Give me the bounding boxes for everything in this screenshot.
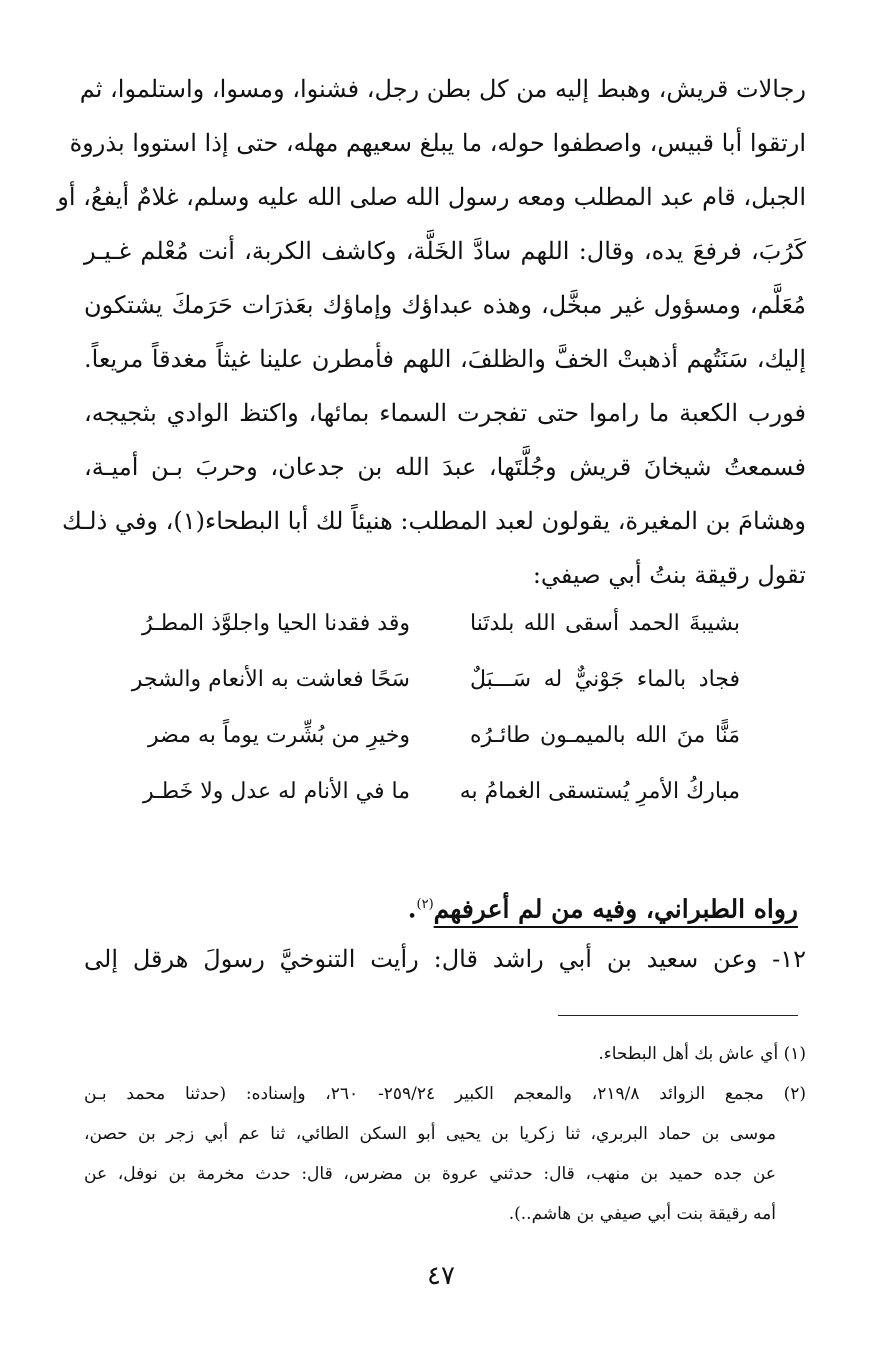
text-line: فورب الكعبة ما راموا حتى تفجرت السماء بمائها، واكتظ الوادي بثجيجه، — [84, 399, 806, 427]
verse-second-hemistich: وقد فقدنا الحيا واجلوَّذ المطـرُ — [142, 611, 410, 636]
poem-verse — [142, 596, 740, 652]
poem-verse — [131, 652, 740, 708]
footnote-2-continuation: عن جده حميد بن منهب، قال: حدثني عروة بن مضرس، قال: حدث مخرمة بن نوفل، عن — [84, 1164, 776, 1184]
poem-verse — [143, 764, 740, 820]
footnote-2-continuation: موسى بن حماد البربري، ثنا زكريا بن يحيى أبو السكن الطائي، ثنا عم أبي زجر بن حصن، — [84, 1124, 776, 1144]
footnote-separator — [558, 1015, 798, 1016]
text-line: وهشامَ بن المغيرة، يقولون لعبد المطلب: هنيئاً لك أبا البطحاء(١)، وفي ذلـك — [62, 507, 806, 535]
source-note-period: . — [407, 894, 417, 924]
verse-first-hemistich: مباركُ الأمرِ يُستسقى الغمامُ به — [459, 779, 740, 804]
footnote-ref: (٢) — [416, 897, 434, 912]
footnote-1: (١) أي عاش بك أهل البطحاء. — [598, 1044, 806, 1064]
hadith-12-opening: ١٢- وعن سعيد بن أبي راشد قال: رأيت التنوخيَّ رسولَ هرقل إلى — [84, 945, 806, 973]
text-line: الجبل، قام عبد المطلب ومعه رسول الله صلى الله عليه وسلم، غلامٌ أيفعُ، أو — [57, 183, 806, 211]
text-line: فسمعتُ شيخانَ قريش وجُلَّتَها، عبدَ الله بن جدعان، وحربَ بـن أميـة، — [84, 453, 806, 481]
verse-first-hemistich: مَنًّا منَ الله بالميمـون طائـرُه — [470, 723, 740, 748]
text-line: تقول رقيقة بنتُ أبي صيفي: — [532, 561, 806, 589]
poem-block — [131, 596, 740, 820]
verse-first-hemistich: بشيبةَ الحمد أسقى الله بلدتَنا — [470, 611, 740, 636]
footnote-2: (٢) مجمع الزوائد ٢١٩/٨، والمعجم الكبير ٢٥٩/٢٤- ٢٦٠، وإسناده: (حدثنا محمد بـن — [84, 1084, 807, 1104]
text-line: إليك، سَنَتُهم أذهبتْ الخفَّ والظلفَ، اللهم فأمطرن علينا غيثاً مغدقاً مريعاً. — [84, 345, 806, 373]
text-line: مُعَلَّم، ومسؤول غير مبخَّل، وهذه عبداؤك وإماؤك بعَذرَات حَرَمكَ يشتكون — [84, 291, 806, 319]
source-note-text: رواه الطبراني، وفيه من لم أعرفهم — [433, 894, 798, 924]
verse-second-hemistich: سَحًا فعاشت به الأنعام والشجر — [131, 667, 410, 692]
verse-second-hemistich: وخيرِ من بُشِّرت يوماً به مضر — [148, 723, 410, 748]
text-line: رجالات قريش، وهبط إليه من كل بطن رجل، فشنوا، ومسوا، واستلموا، ثم — [79, 75, 806, 103]
text-line: ارتقوا أبا قبيس، واصطفوا حوله، ما يبلغ سعيهم مهله، حتى إذا استووا بذروة — [69, 129, 806, 157]
footnotes-block — [84, 1034, 806, 1234]
footnote-2-continuation: أمه رقيقة بنت أبي صيفي بن هاشم..). — [508, 1204, 776, 1224]
source-note — [408, 878, 798, 936]
poem-verse — [150, 708, 740, 764]
page-number: ٤٧ — [427, 1261, 455, 1291]
text-line: كَرُبَ، فرفعَ يده، وقال: اللهم سادَّ الخَلَّة، وكاشف الكربة، أنت مُعْلم غـيـر — [84, 237, 806, 265]
verse-second-hemistich: ما في الأنام له عدل ولا خَطـر — [143, 779, 410, 804]
main-text-block — [57, 62, 806, 602]
verse-first-hemistich: فجاد بالماء جَوْنيٌّ له سَـــبَلٌ — [470, 667, 740, 692]
